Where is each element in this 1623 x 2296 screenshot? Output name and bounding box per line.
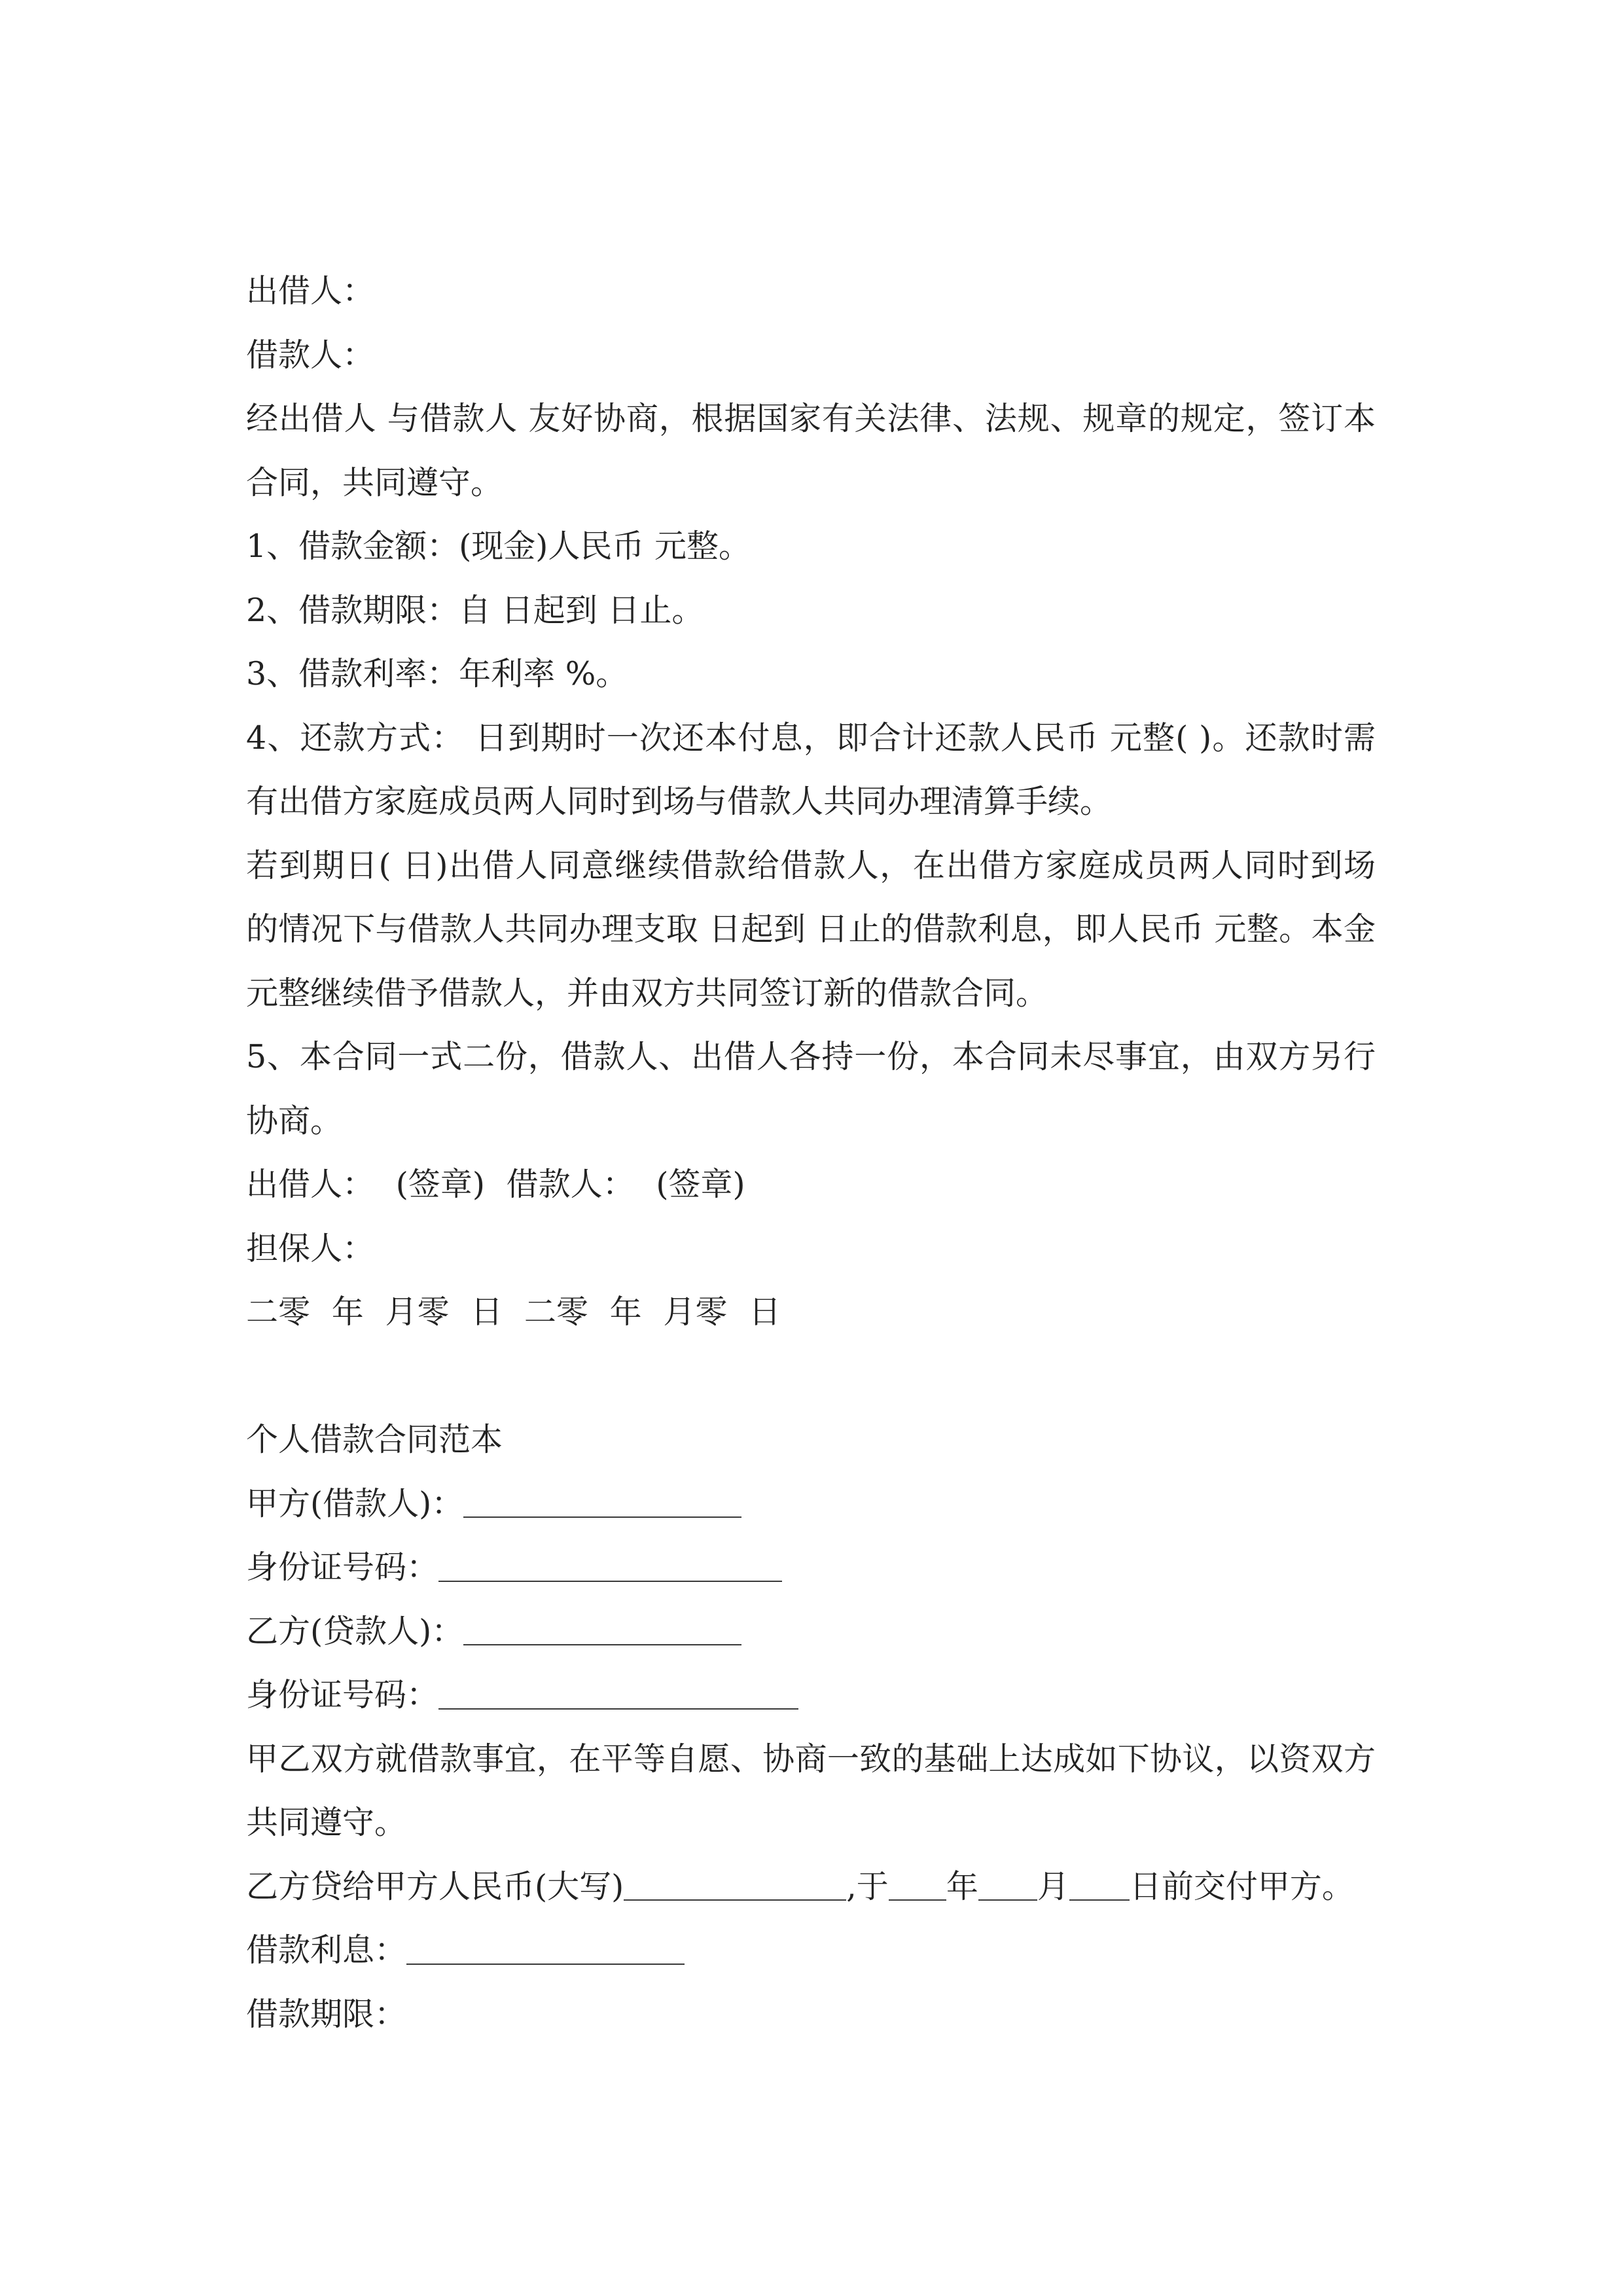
clause-renewal-line: 若到期日( 日)出借人同意继续借款给借款人，在出借方家庭成员两人同时到场 [246,846,1376,884]
disbursement-row [246,1855,1376,1919]
disbursement-suffix: 日前交付甲方。 [1129,1867,1354,1905]
party-b-row [246,1600,1376,1664]
party-b-id-blank [438,1679,798,1710]
party-a-id-label: 身份证号码： [246,1549,439,1586]
template-title: 个人借款合同范本 [246,1421,503,1458]
clause-renewal-line: 元整继续借予借款人，并由双方共同签订新的借款合同。 [246,974,1048,1012]
interest-blank [406,1935,685,1965]
day-blank [1069,1871,1130,1901]
clause-renewal [246,834,1376,1026]
preamble-line: 经出借人 与借款人 友好协商，根据国家有关法律、法规、规章的规定，签订本 [246,400,1376,437]
interest-label: 借款利息： [246,1931,407,1969]
amount-blank [624,1871,846,1901]
lender-label: 出借人： [246,272,375,310]
clause-copies-line: 协商。 [246,1102,343,1139]
party-a-id-row [246,1535,1376,1600]
clause-renewal-line: 的情况下与借款人共同办理支取 日起到 日止的借款利息，即人民币 元整。本金 [246,910,1376,948]
disbursement-year: 年 [946,1867,978,1905]
section-spacer [246,1344,1376,1408]
document-body [246,259,1376,2046]
clause-copies-line: 5、本合同一式二份，借款人、出借人各持一份，本合同未尽事宜，由双方另行 [246,1038,1376,1075]
agreement-paragraph [246,1727,1376,1855]
party-b-label: 乙方(贷款人)： [246,1612,464,1650]
disbursement-month: 月 [1037,1867,1069,1905]
agreement-line: 甲乙双方就借款事宜，在平等自愿、协商一致的基础上达成如下协议，以资双方 [246,1740,1376,1778]
party-b-blank [463,1615,741,1645]
interest-row [246,1918,1376,1982]
borrower-label: 借款人： [246,336,375,374]
guarantor-label: 担保人： [246,1229,375,1267]
clause-repayment-line: 4、还款方式： 日到期时一次还本付息，即合计还款人民币 元整( )。还款时需 [246,719,1376,757]
disbursement-at: ,于 [846,1867,889,1905]
year-blank [889,1871,946,1901]
party-a-blank [463,1488,741,1518]
term-label: 借款期限： [246,1995,407,2033]
preamble-paragraph [246,387,1376,514]
clause-repayment [246,706,1376,834]
clause-term: 2、借款期限：自 日起到 日止。 [246,591,704,629]
clause-copies [246,1025,1376,1153]
party-a-id-blank [438,1552,782,1582]
term-row [246,1982,1376,2047]
disbursement-prefix: 乙方贷给甲方人民币(大写) [246,1867,624,1905]
party-a-label: 甲方(借款人)： [246,1484,464,1522]
preamble-line: 合同，共同遵守。 [246,463,503,501]
date-line: 二零 年 月零 日 二零 年 月零 日 [246,1293,781,1331]
clause-amount: 1、借款金额：(现金)人民币 元整。 [246,528,751,565]
clause-repayment-line: 有出借方家庭成员两人同时到场与借款人共同办理清算手续。 [246,783,1113,820]
party-b-id-label: 身份证号码： [246,1676,439,1713]
party-a-row [246,1472,1376,1536]
signature-line: 出借人： (签章) 借款人： (签章) [246,1166,745,1203]
party-b-id-row [246,1663,1376,1727]
agreement-line: 共同遵守。 [246,1804,407,1841]
clause-rate: 3、借款利率：年利率 %。 [246,655,628,692]
month-blank [978,1871,1037,1901]
